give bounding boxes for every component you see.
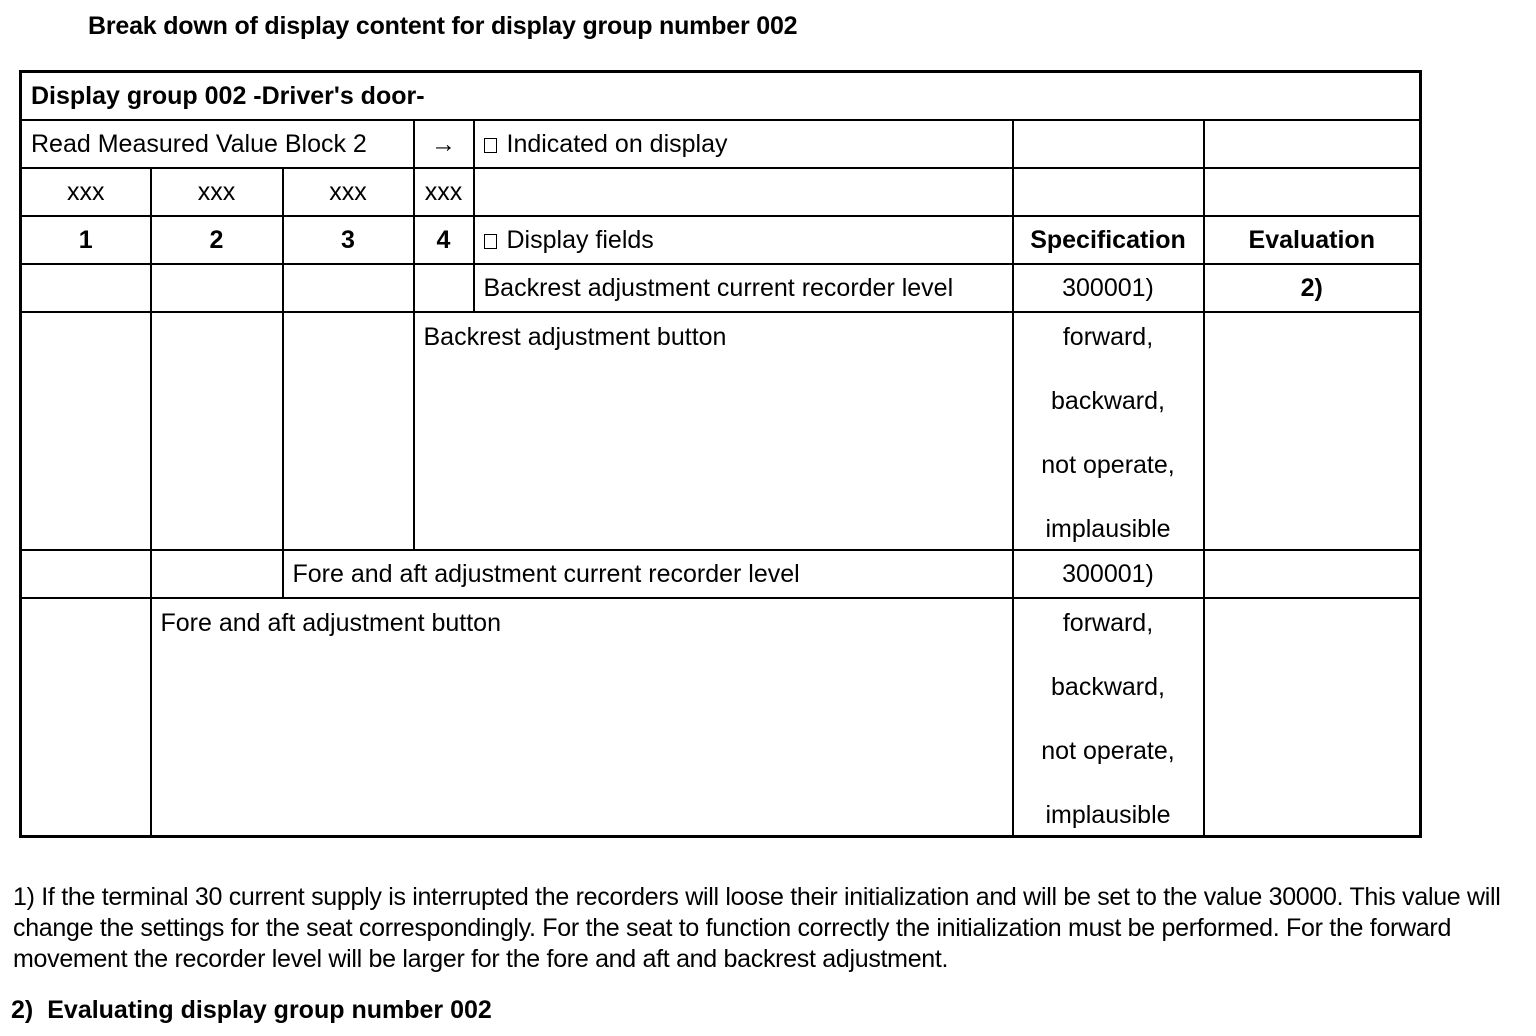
fore-aft-level-row [21,550,1421,598]
empty-cell [21,264,151,312]
display-fields-cell [474,216,1013,264]
empty-cell [474,168,1013,216]
empty-cell [151,264,283,312]
footnote-1: 1) If the terminal 30 current supply is interrupted the recorders will loose their initialization and will be set to the value 30000. This value will change the settings for the seat correspondingly. For the seat to function correctly the initialization must be performed. For the forward movement the recorder level will be larger for the fore and aft and backrest adjustment. [13,883,1501,973]
read-block-label: Read Measured Value Block 2 [21,120,414,168]
empty-cell [1204,598,1421,837]
table-title-row [21,72,1421,121]
indicated-on-display-label: Indicated on display [506,130,728,158]
footnote-2-number: 2) [11,996,34,1024]
footnote-2 [11,996,492,1025]
spec-line: not operate, [1041,451,1175,479]
checkbox-square-icon [484,234,497,249]
empty-cell [1204,120,1421,168]
empty-cell [1013,120,1204,168]
field-number-2: 2 [151,216,283,264]
read-block-row [21,120,1421,168]
checkbox-square-icon [484,138,497,153]
fore-aft-button-label: Fore and aft adjustment button [151,598,1013,837]
backrest-button-spec [1013,312,1204,550]
table-title: Display group 002 -Driver's door- [21,72,1421,121]
fore-aft-level-label: Fore and aft adjustment current recorder level [283,550,1013,598]
placeholder-cell-4: xxx [414,168,474,216]
empty-cell [414,264,474,312]
evaluation-header: Evaluation [1204,216,1421,264]
display-group-table [19,70,1422,838]
empty-cell [1204,168,1421,216]
backrest-button-row [21,312,1421,550]
backrest-button-label: Backrest adjustment button [414,312,1013,550]
empty-cell [1204,312,1421,550]
empty-cell [151,312,283,550]
empty-cell [1013,168,1204,216]
fore-aft-button-spec [1013,598,1204,837]
display-fields-label: Display fields [506,226,654,254]
field-number-row [21,216,1421,264]
backrest-level-eval: 2) [1204,264,1421,312]
field-number-3: 3 [283,216,414,264]
placeholder-cell-2: xxx [151,168,283,216]
spec-line: forward, [1062,323,1154,351]
placeholder-row [21,168,1421,216]
placeholder-cell-3: xxx [283,168,414,216]
field-number-4: 4 [414,216,474,264]
backrest-level-spec: 300001) [1013,264,1204,312]
fore-aft-level-spec: 300001) [1013,550,1204,598]
empty-cell [21,312,151,550]
empty-cell [283,264,414,312]
spec-line: forward, [1062,609,1154,637]
arrow-right-icon: → [414,120,474,168]
empty-cell [21,550,151,598]
spec-line: backward, [1051,387,1165,415]
fore-aft-button-row [21,598,1421,837]
spec-line: not operate, [1041,737,1175,765]
empty-cell [1204,550,1421,598]
specification-header: Specification [1013,216,1204,264]
field-number-1: 1 [21,216,151,264]
spec-line: backward, [1051,673,1165,701]
spec-line: implausible [1045,515,1171,543]
page-title: Break down of display content for display group number 002 [88,12,798,40]
spec-line: implausible [1045,801,1171,829]
backrest-level-row [21,264,1421,312]
indicated-on-display-cell [474,120,1013,168]
placeholder-cell-1: xxx [21,168,151,216]
backrest-level-label: Backrest adjustment current recorder level [474,264,1013,312]
empty-cell [21,598,151,837]
empty-cell [151,550,283,598]
footnote-2-text: Evaluating display group number 002 [47,996,492,1024]
empty-cell [283,312,414,550]
